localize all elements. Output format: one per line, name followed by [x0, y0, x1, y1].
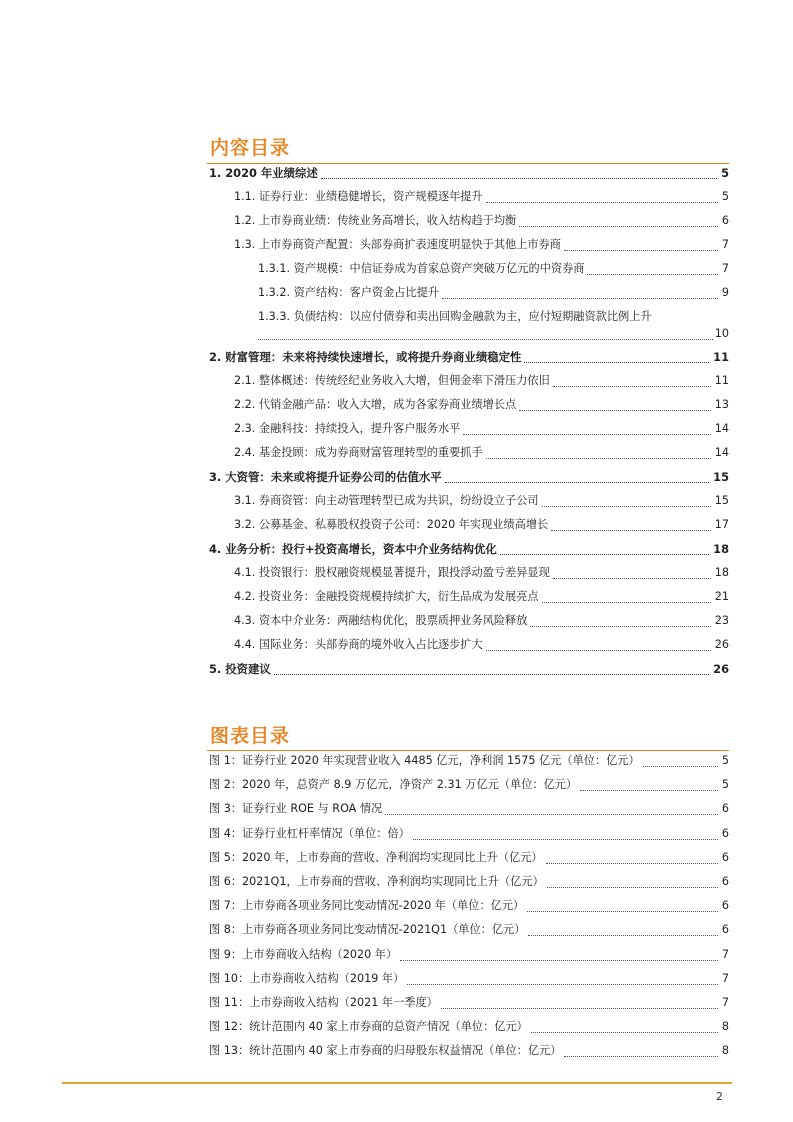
entry-title: 4.3. 资本中介业务：两融结构优化，股票质押业务风险释放 — [234, 612, 529, 630]
entry-page-number: 5 — [721, 166, 729, 180]
entry-title: 4.4. 国际业务：头部券商的境外收入占比逐步扩大 — [234, 636, 485, 654]
entry-title: 图 10：上市券商收入结构（2019 年） — [209, 970, 406, 988]
toc-entry[interactable] — [234, 212, 729, 230]
entry-title: 图 8：上市券商各项业务同比变动情况-2021Q1（单位：亿元） — [209, 921, 527, 939]
entry-title: 4. 业务分析：投行+投资高增长，资本中介业务结构优化 — [209, 542, 497, 556]
toc-entry[interactable] — [234, 492, 729, 510]
entry-title: 1. 2020 年业绩综述 — [209, 166, 318, 180]
entry-title: 1.1. 证券行业：业绩稳健增长，资产规模逐年提升 — [234, 188, 485, 206]
toc-entry-continuation — [258, 325, 729, 343]
entry-page-number: 6 — [720, 873, 729, 891]
entry-title: 2.3. 金融科技：持续投入，提升客户服务水平 — [234, 420, 462, 438]
entry-title: 图 12：统计范围内 40 家上市券商的总资产情况（单位：亿元） — [209, 1018, 530, 1036]
dot-leader — [441, 990, 718, 1009]
entry-title: 3.1. 券商资管：向主动管理转型已成为共识，纷纷设立子公司 — [234, 492, 541, 510]
figure-entry[interactable] — [209, 897, 729, 915]
entry-page-number: 10 — [713, 325, 729, 343]
figure-entry[interactable] — [209, 752, 729, 770]
dot-leader — [321, 160, 717, 179]
toc-entry[interactable] — [234, 188, 729, 206]
entry-title: 1.3.1. 资产规模：中信证券成为首家总资产突破万亿元的中资券商 — [258, 260, 586, 278]
contents-title: 内容目录 — [210, 137, 291, 159]
entry-page-number: 26 — [713, 636, 729, 654]
entry-page-number: 6 — [720, 800, 729, 818]
entry-title: 5. 投资建议 — [209, 662, 271, 676]
toc-entry[interactable] — [209, 540, 729, 558]
entry-page-number: 9 — [720, 284, 729, 302]
entry-page-number: 5 — [720, 776, 729, 794]
dot-leader — [274, 656, 709, 675]
dot-leader — [531, 1014, 718, 1033]
figures-title: 图表目录 — [210, 725, 291, 747]
dot-leader — [519, 392, 711, 411]
toc-entry[interactable] — [234, 612, 729, 630]
entry-page-number: 17 — [713, 516, 729, 534]
toc-entry[interactable] — [209, 660, 729, 678]
dot-leader — [463, 416, 710, 435]
dot-leader — [519, 208, 718, 227]
toc-entry[interactable] — [234, 588, 729, 606]
entry-title: 图 3：证券行业 ROE 与 ROA 情况 — [209, 800, 384, 818]
dot-leader — [547, 869, 718, 888]
entry-title: 2.2. 代销金融产品：收入大增，成为各家券商业绩增长点 — [234, 396, 518, 414]
toc-entry[interactable] — [234, 636, 729, 654]
figure-entry[interactable] — [209, 994, 729, 1012]
dot-leader — [542, 488, 711, 507]
dot-leader — [486, 632, 711, 651]
dot-leader — [542, 584, 711, 603]
toc-entry[interactable] — [258, 260, 729, 278]
entry-page-number: 15 — [713, 470, 729, 484]
figure-entry[interactable] — [209, 1042, 729, 1060]
dot-leader — [546, 845, 718, 864]
toc-entry[interactable] — [234, 372, 729, 390]
dot-leader — [486, 184, 718, 203]
dot-leader — [528, 917, 717, 936]
entry-page-number: 8 — [720, 1018, 729, 1036]
figure-entry[interactable] — [209, 970, 729, 988]
entry-title: 图 9：上市券商收入结构（2020 年） — [209, 946, 399, 964]
entry-title: 图 13：统计范围内 40 家上市券商的归母股东权益情况（单位：亿元） — [209, 1042, 563, 1060]
entry-title: 1.3.3. 负债结构：以应付债券和卖出回购金融款为主，应付短期融资款比例上升 — [258, 308, 654, 326]
entry-title: 3.2. 公募基金、私募股权投资子公司：2020 年实现业绩高增长 — [234, 516, 550, 534]
page-number: 2 — [716, 1090, 723, 1103]
entry-title: 图 2：2020 年，总资产 8.9 万亿元，净资产 2.31 万亿元（单位：亿元） — [209, 776, 579, 794]
entry-page-number: 5 — [720, 188, 729, 206]
figure-entry[interactable] — [209, 1018, 729, 1036]
dot-leader — [258, 321, 713, 340]
figure-entry[interactable] — [209, 921, 729, 939]
entry-page-number: 21 — [713, 588, 729, 606]
figure-entry[interactable] — [209, 849, 729, 867]
entry-title: 2.1. 整体概述：传统经纪业务收入大增，但佣金率下滑压力依旧 — [234, 372, 552, 390]
footer-rule — [62, 1082, 732, 1084]
toc-entry[interactable] — [209, 348, 729, 366]
entry-page-number: 13 — [713, 396, 729, 414]
figure-entry[interactable] — [209, 946, 729, 964]
entry-title: 图 5：2020 年，上市券商的营收、净利润均实现同比上升（亿元） — [209, 849, 545, 867]
toc-entry[interactable] — [234, 516, 729, 534]
dot-leader — [500, 536, 709, 555]
dot-leader — [643, 748, 718, 767]
entry-page-number: 14 — [713, 420, 729, 438]
figure-entry[interactable] — [209, 776, 729, 794]
toc-entry[interactable] — [209, 468, 729, 486]
dot-leader — [400, 942, 718, 961]
entry-page-number: 6 — [720, 897, 729, 915]
figure-entry[interactable] — [209, 873, 729, 891]
toc-entry[interactable] — [209, 164, 729, 182]
entry-page-number: 18 — [713, 542, 729, 556]
entry-page-number: 6 — [720, 849, 729, 867]
entry-title: 4.2. 投资业务：金融投资规模持续扩大，衍生品成为发展亮点 — [234, 588, 541, 606]
entry-title: 图 7：上市券商各项业务同比变动情况-2020 年（单位：亿元） — [209, 897, 526, 915]
dot-leader — [442, 280, 718, 299]
dot-leader — [564, 232, 718, 251]
entry-page-number: 18 — [713, 564, 729, 582]
entry-title: 图 6：2021Q1，上市券商的营收、净利润均实现同比上升（亿元） — [209, 873, 546, 891]
dot-leader — [551, 512, 711, 531]
entry-title: 3. 大资管：未来或将提升证券公司的估值水平 — [209, 470, 442, 484]
toc-entry[interactable] — [234, 564, 729, 582]
entry-title: 图 4：证券行业杠杆率情况（单位：倍） — [209, 825, 412, 843]
dot-leader — [553, 368, 711, 387]
entry-page-number: 6 — [720, 825, 729, 843]
entry-page-number: 6 — [720, 921, 729, 939]
toc-entry[interactable] — [234, 236, 729, 254]
dot-leader — [553, 560, 711, 579]
dot-leader — [564, 1038, 717, 1057]
dot-leader — [530, 608, 710, 627]
entry-page-number: 23 — [713, 612, 729, 630]
entry-page-number: 8 — [720, 1042, 729, 1060]
entry-page-number: 7 — [720, 994, 729, 1012]
dot-leader — [580, 772, 718, 791]
entry-title: 1.3.2. 资产结构：客户资金占比提升 — [258, 284, 441, 302]
toc-entry[interactable] — [258, 284, 729, 302]
figure-entry[interactable] — [209, 825, 729, 843]
entry-title: 2. 财富管理：未来将持续快速增长，或将提升券商业绩稳定性 — [209, 350, 522, 364]
toc-entry[interactable] — [234, 396, 729, 414]
dot-leader — [385, 796, 718, 815]
entry-title: 图 1：证券行业 2020 年实现营业收入 4485 亿元，净利润 1575 亿元（单位：亿元） — [209, 752, 642, 770]
entry-page-number: 7 — [720, 970, 729, 988]
entry-page-number: 7 — [720, 236, 729, 254]
toc-entry[interactable] — [234, 444, 729, 462]
entry-page-number: 15 — [713, 492, 729, 510]
entry-title: 图 11：上市券商收入结构（2021 年一季度） — [209, 994, 440, 1012]
dot-leader — [445, 464, 709, 483]
entry-page-number: 7 — [720, 946, 729, 964]
entry-title: 2.4. 基金投顾：成为券商财富管理转型的重要抓手 — [234, 444, 485, 462]
toc-entry[interactable] — [234, 420, 729, 438]
entry-page-number: 11 — [713, 350, 729, 364]
dot-leader — [407, 966, 718, 985]
entry-title: 4.1. 投资银行：股权融资规模显著提升，跟投浮动盈亏差异显现 — [234, 564, 552, 582]
figure-entry[interactable] — [209, 800, 729, 818]
dot-leader — [587, 256, 717, 275]
dot-leader — [486, 440, 711, 459]
entry-page-number: 5 — [720, 752, 729, 770]
entry-title: 1.3. 上市券商资产配置：头部券商扩表速度明显快于其他上市券商 — [234, 236, 563, 254]
entry-page-number: 6 — [720, 212, 729, 230]
entry-page-number: 26 — [713, 662, 729, 676]
dot-leader — [527, 893, 718, 912]
dot-leader — [413, 821, 718, 840]
entry-page-number: 14 — [713, 444, 729, 462]
entry-title: 1.2. 上市券商业绩：传统业务高增长，收入结构趋于均衡 — [234, 212, 518, 230]
entry-page-number: 11 — [713, 372, 729, 390]
dot-leader — [524, 344, 709, 363]
entry-page-number: 7 — [720, 260, 729, 278]
